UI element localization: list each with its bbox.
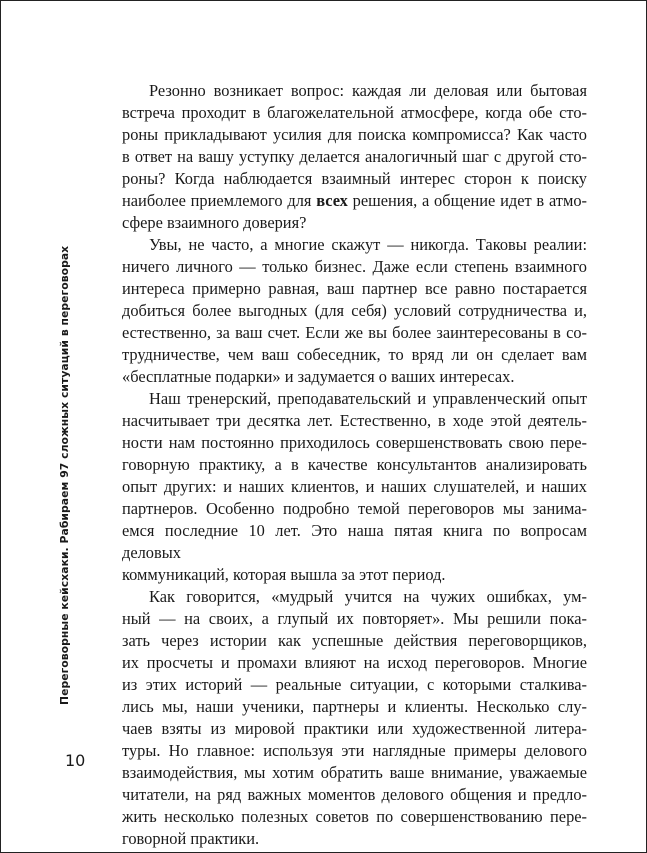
text-line: жить несколько полезных советов по совершенствованию пере- (122, 807, 587, 826)
text-line: зать через истории как успешные действия переговорщиков, (122, 631, 587, 650)
text-line: интереса примерно равная, ваш партнер все равно постарается (122, 279, 587, 298)
text-line: естественно, за ваш счет. Если же вы более заинтересованы в со- (122, 323, 587, 342)
text-line: чаев взяты из мировой практики или художественной литера- (122, 719, 587, 738)
paragraph-3 (122, 388, 587, 586)
text-line: роны? Когда наблюдается взаимный интерес сторон к поиску (122, 169, 587, 188)
paragraph-1 (122, 80, 587, 234)
text-line: в ответ на вашу уступку делается аналогичный шаг с другой сто- (122, 147, 587, 166)
body-text (122, 80, 587, 850)
text-line: Наш тренерский, преподавательский и управленческий опыт (149, 389, 587, 408)
text-line: Как говорится, «мудрый учится на чужих ошибках, ум- (149, 587, 587, 606)
bold-word: всех (316, 191, 348, 210)
page-number: 10 (65, 751, 86, 770)
text-line: ности нам постоянно приходилось совершенствовать свою пере- (122, 433, 587, 452)
text-line: наиболее приемлемого для всех решения, а общение идет в атмо- (122, 191, 587, 210)
text-line: говорную практику, а в качестве консультантов анализировать (122, 455, 587, 474)
running-head (58, 85, 72, 705)
text-line: Увы, не часто, а многие скажут — никогда. Таковы реалии: (149, 235, 587, 254)
text-line: сфере взаимного доверия? (122, 213, 307, 232)
text-line: насчитывает три десятка лет. Естественно, в ходе этой деятель- (122, 411, 587, 430)
text-line: туры. Но главное: используя эти наглядные примеры делового (122, 741, 587, 760)
text-line: «бесплатные подарки» и задумается о ваших интересах. (122, 367, 515, 386)
text-line: емся последние 10 лет. Это наша пятая книга по вопросам деловых (122, 521, 587, 562)
text-line: ный — на своих, а глупый их повторяет». Мы решили пока- (122, 609, 587, 628)
text-line: партнеров. Особенно подробно темой переговоров мы занима- (122, 499, 587, 518)
text-line: из этих историй — реальные ситуации, с которыми сталкива- (122, 675, 587, 694)
text-line: лись мы, наши ученики, партнеры и клиенты. Несколько слу- (122, 697, 587, 716)
text-line: опыт других: и наших клиентов, и наших слушателей, и наших (122, 477, 587, 496)
text-line: трудничестве, чем ваш собеседник, то вряд ли он сделает вам (122, 345, 587, 364)
text-line: ничего личного — только бизнес. Даже если степень взаимного (122, 257, 587, 276)
text-line: их просчеты и промахи влияют на исход переговоров. Многие (122, 653, 587, 672)
running-head-text: Переговорные кейсхаки. Рабираем 97 сложных ситуаций в переговорах (58, 245, 71, 705)
paragraph-4 (122, 586, 587, 850)
text-line: встреча проходит в благожелательной атмосфере, когда обе сто- (122, 103, 587, 122)
text-line: взаимодействия, мы хотим обратить ваше внимание, уважаемые (122, 763, 587, 782)
text-line: добиться более выгодных (для себя) условий сотрудничества и, (122, 301, 587, 320)
text-line: говорной практики. (122, 829, 260, 848)
text-line: коммуникаций, которая вышла за этот период. (122, 565, 446, 584)
paragraph-2 (122, 234, 587, 388)
text-line: Резонно возникает вопрос: каждая ли деловая или бытовая (149, 81, 587, 100)
text-line: роны прикладывают усилия для поиска компромисса? Как часто (122, 125, 587, 144)
text-line: читатели, на ряд важных моментов делового общения и предло- (122, 785, 587, 804)
